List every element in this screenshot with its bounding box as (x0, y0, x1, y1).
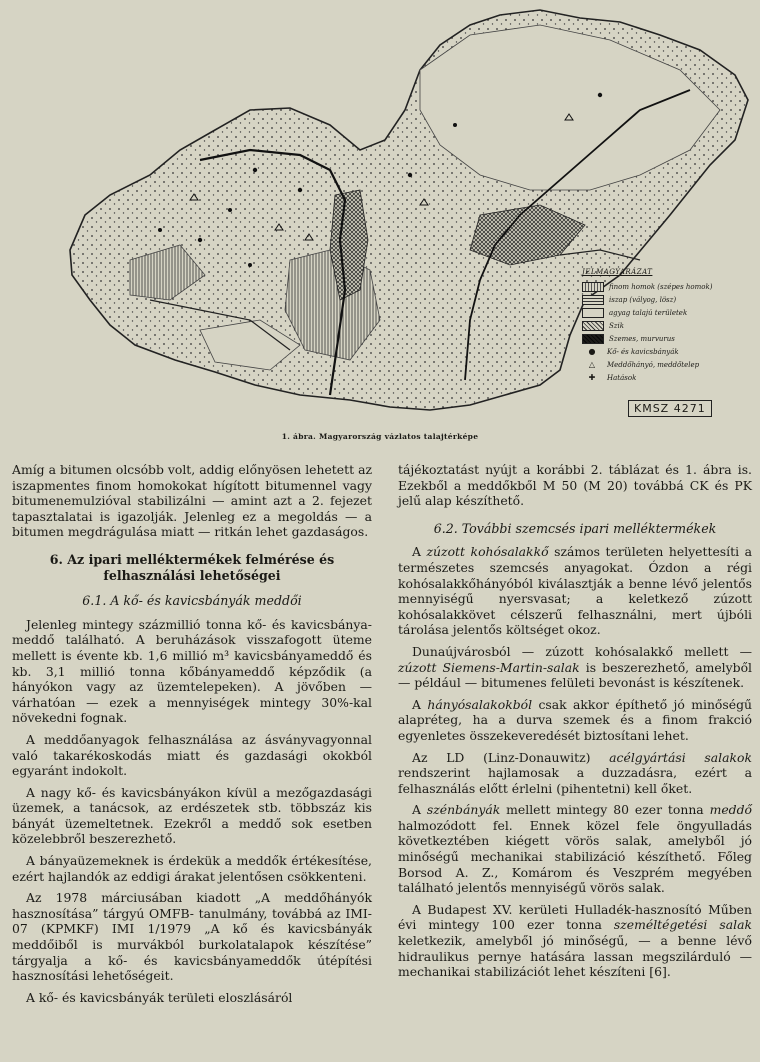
legend-item: agyag talajú területek (582, 306, 732, 319)
paragraph: A zúzott kohósalakkő számos területen helyettesíti a természetes szemcsés anyagokat. Ózdon a régi kohósalakkőhányóból kiválasztják a benne lévő jelentős mennyiségű nyersvasat; a keletkező zúzott kohósalakkövet célszerű felhasználni, mert újbóli tárolása jelentős költséget okoz. (398, 544, 753, 638)
legend-item: finom homok (szépes homok) (582, 280, 732, 293)
figure-caption: 1. ábra. Magyarország vázlatos talajtérképe (281, 432, 479, 441)
legend-item: Szemes, murvurus (582, 332, 732, 345)
legend-swatch (582, 295, 604, 305)
paragraph: A szénbányák mellett mintegy 80 ezer tonna meddő halmozódott fel. Ennek közel fele öngyulladás következtében kiégett vörös salak, amelyből jó minőségű mechanikai stabilizáció készíthető. Főleg Borsod A. Z., Komárom és Veszprém megyében található jelentős mennyiségű vörös salak. (398, 802, 752, 896)
subsection-heading: 6.2. További szemcsés ipari melléktermékek (433, 520, 717, 536)
paragraph: A kő- és kavicsbányák területi eloszlásáról (26, 989, 293, 1005)
legend-title: JELMAGYARÁZAT (582, 268, 653, 276)
legend-item: ✚ Hatások (582, 371, 732, 384)
triangle-icon: △ (588, 360, 596, 369)
paragraph: tájékoztatást nyújt a korábbi 2. táblázat és 1. ábra is. Ezekből a meddőkből M 50 (M 20) továbbá CK és PK jelű alap készíthető. (398, 462, 752, 509)
paragraph: Az 1978 márciusában kiadott „A meddőhányók hasznosítása” tárgyú OMFB- tanulmány, továbbá az IMI-07 (KPMKF) IMI 1/1979 „A kő és kavicsbányák meddőiből is murvákból burkolatalapok készítése” tárgyalja a kő- és kavicsbányameddők útépítési hasznosítási lehetőségeit. (12, 890, 372, 984)
map-legend (582, 268, 732, 384)
cross-icon: ✚ (588, 373, 596, 382)
legend-item: iszap (vályog, lösz) (582, 293, 732, 306)
section-heading: 6. Az ipari melléktermékek felmérése és felhasználási lehetőségei (49, 551, 335, 583)
left-column (12, 462, 372, 1011)
paragraph: A hányósalakokból csak akkor építhető jó minőségű alapréteg, ha a durva szemek és a finom frakció egyenletes összekeveredését biztosítani lehet. (398, 696, 752, 743)
legend-swatch (582, 321, 604, 331)
paragraph: Dunaújvárosból — zúzott kohósalakkő mellett — zúzott Siemens-Martin-salak is beszerezhető, amelyből — például — bitumenes felületi bevonást is készítenek. (398, 643, 752, 691)
legend-item: Szik (582, 319, 732, 332)
paragraph: A bányaüzemeknek is érdekük a meddők értékesítése, ezért hajlandók az eddigi árakat jelentősen csökkenteni. (12, 853, 372, 884)
map-code-box: KMSZ 4271 (628, 400, 712, 417)
legend-swatch (582, 308, 604, 318)
soil-map-figure (0, 0, 760, 445)
paragraph: A meddőanyagok felhasználása az ásványvagyonnal való takarékoskodás miatt és gazdasági okokból egyaránt indokolt. (12, 731, 372, 779)
paragraph: A Budapest XV. kerületi Hulladék-hasznosító Műben évi mintegy 100 ezer tonna személtégetési salak keletkezik, amelyből jó minőségű, — a benne lévő hidraulikus pernye hatására lassan megszilárduló — mechanikai stabilizációt lehet készíteni [6]. (398, 901, 752, 980)
legend-swatch (582, 282, 604, 292)
legend-swatch (582, 334, 604, 344)
right-column (398, 462, 752, 986)
paragraph: Az LD (Linz-Donauwitz) acélgyártási salakok rendszerint hajlamosak a duzzadásra, ezért a felhasználás előtt érlelni (pihentetni) kell őket. (398, 749, 752, 796)
dot-icon: ● (588, 347, 596, 356)
paragraph: Jelenleg mintegy százmillió tonna kő- és kavicsbánya-meddő található. A beruházások visszafogott üteme mellett is évente kb. 1,6 millió m³ kavicsbányameddő és kb. 3,1 millió tonna kőbányameddő képződik (a hányókon vagy az üzemtelepeken). A jövőben — várhatóan — ezek a mennyiségek mintegy 30%-kal növekedni fognak. (12, 616, 372, 726)
paragraph: Amíg a bitumen olcsóbb volt, addig előnyösen lehetett az iszapmentes finom homokokat hígított bitumennel vagy bitumenemulzióval stabilizálni — amint azt a 2. fejezet tapasztalatai is igazolják. Jelenleg ez a megoldás — a bitumen megdrágulása miatt — ritkán lehet gazdaságos. (12, 462, 372, 540)
subsection-heading: 6.1. A kő- és kavicsbányák meddői (82, 593, 302, 609)
legend-item: △ Meddőhányó, meddőtelep (582, 358, 732, 371)
legend-item: ● Kő- és kavicsbányák (582, 345, 732, 358)
paragraph: A nagy kő- és kavicsbányákon kívül a mezőgazdasági üzemek, a tanácsok, az erdészetek stb. többszáz kis bányát üzemeltetnek. Ezekről a meddő sok esetben közelebbről beszerezhető. (12, 784, 372, 847)
